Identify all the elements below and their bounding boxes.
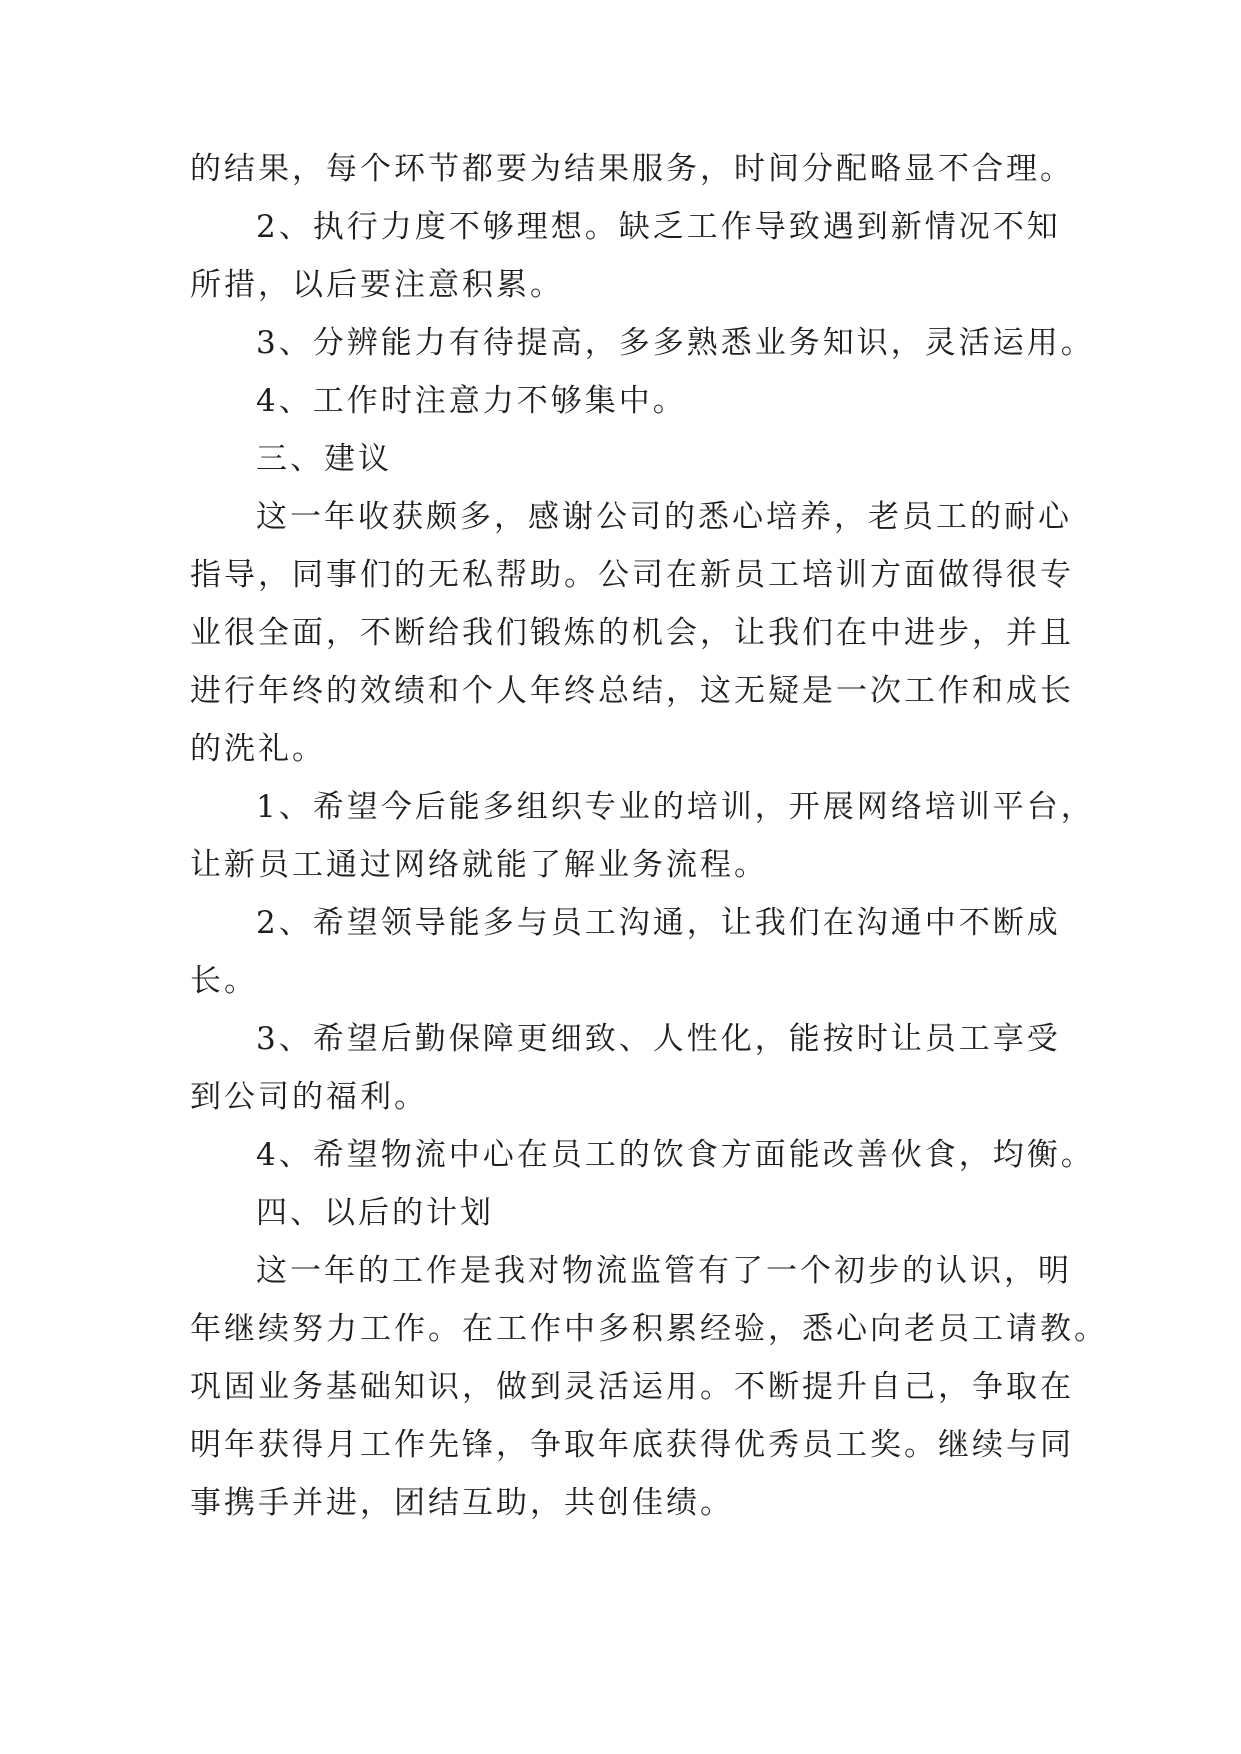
paragraph bbox=[190, 894, 1060, 1010]
text-line: 2、希望领导能多与员工沟通，让我们在沟通中不断成 bbox=[256, 905, 1061, 941]
text-line: 的洗礼。 bbox=[190, 731, 326, 767]
paragraph bbox=[190, 198, 1060, 314]
paragraph bbox=[190, 1010, 1060, 1126]
text-line: 2、执行力度不够理想。缺乏工作导致遇到新情况不知 bbox=[256, 209, 1061, 245]
text-line: 1、希望今后能多组织专业的培训，开展网络培训平台， bbox=[256, 789, 1095, 825]
text-line: 事携手并进，团结互助，共创佳绩。 bbox=[190, 1485, 734, 1521]
text-line: 的结果，每个环节都要为结果服务，时间分配略显不合理。 bbox=[190, 151, 1074, 187]
text-line: 这一年的工作是我对物流监管有了一个初步的认识，明 bbox=[256, 1253, 1072, 1289]
text-line: 这一年收获颇多，感谢公司的悉心培养，老员工的耐心 bbox=[256, 499, 1072, 535]
text-line: 三、建议 bbox=[256, 441, 392, 477]
text-line: 巩固业务基础知识，做到灵活运用。不断提升自己，争取在 bbox=[190, 1369, 1074, 1405]
text-line: 业很全面，不断给我们锻炼的机会，让我们在中进步，并且 bbox=[190, 615, 1074, 651]
text-line: 4、希望物流中心在员工的饮食方面能改善伙食，均衡。 bbox=[256, 1137, 1095, 1173]
text-line: 4、工作时注意力不够集中。 bbox=[256, 383, 687, 419]
paragraph bbox=[190, 372, 1060, 430]
section-heading bbox=[190, 430, 1060, 488]
paragraph bbox=[190, 1242, 1108, 1532]
text-line: 四、以后的计划 bbox=[256, 1195, 494, 1231]
text-line: 年继续努力工作。在工作中多积累经验，悉心向老员工请教。 bbox=[190, 1311, 1108, 1347]
paragraph bbox=[190, 488, 1074, 778]
text-line: 3、希望后勤保障更细致、人性化，能按时让员工享受 bbox=[256, 1021, 1061, 1057]
paragraph bbox=[190, 140, 1074, 198]
text-line: 所措，以后要注意积累。 bbox=[190, 267, 564, 303]
paragraph bbox=[190, 1126, 1095, 1184]
text-line: 明年获得月工作先锋，争取年底获得优秀员工奖。继续与同 bbox=[190, 1427, 1074, 1463]
text-line: 让新员工通过网络就能了解业务流程。 bbox=[190, 847, 768, 883]
text-line: 到公司的福利。 bbox=[190, 1079, 428, 1115]
section-heading bbox=[190, 1184, 1060, 1242]
text-line: 进行年终的效绩和个人年终总结，这无疑是一次工作和成长 bbox=[190, 673, 1074, 709]
paragraph bbox=[190, 314, 1095, 372]
text-line: 指导，同事们的无私帮助。公司在新员工培训方面做得很专 bbox=[190, 557, 1074, 593]
paragraph bbox=[190, 778, 1095, 894]
document-page bbox=[190, 140, 1108, 1532]
text-line: 3、分辨能力有待提高，多多熟悉业务知识，灵活运用。 bbox=[256, 325, 1095, 361]
text-line: 长。 bbox=[190, 963, 258, 999]
